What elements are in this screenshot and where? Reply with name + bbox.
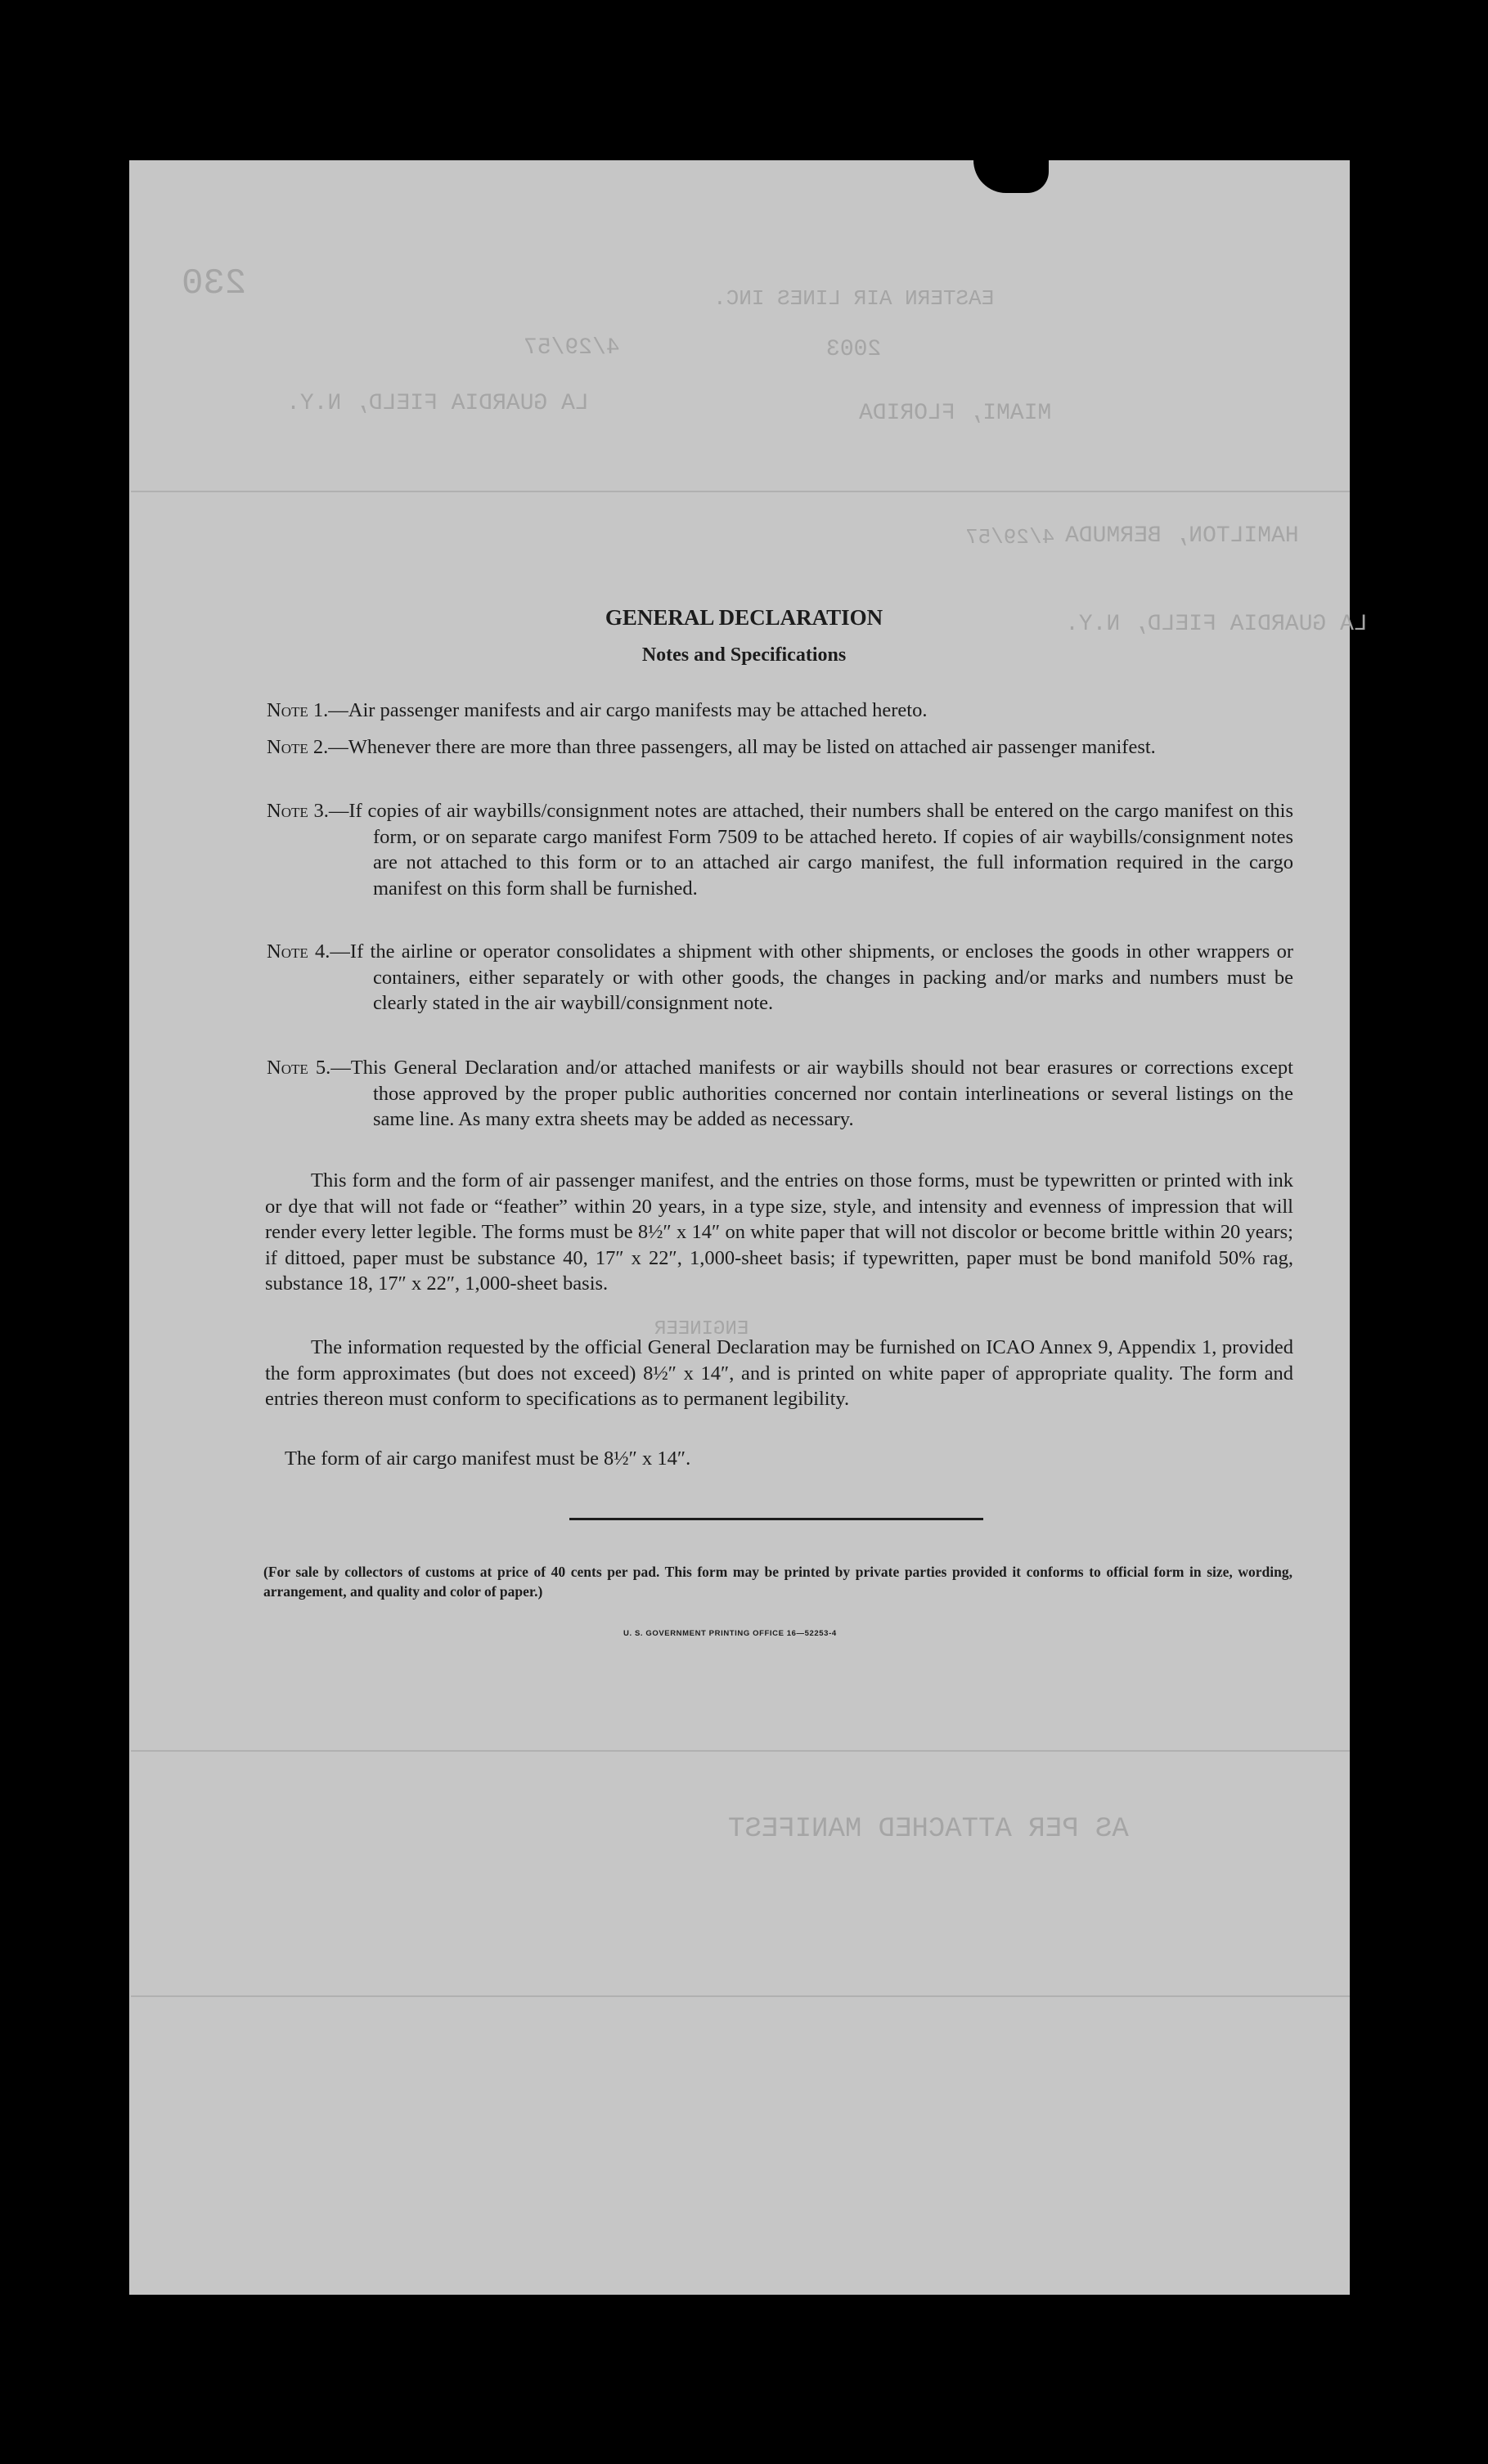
page-subtitle: Notes and Specifications [641,644,847,666]
note-5-label: Note 5. [267,1057,331,1079]
ghost-manifest: AS PER ATTACHED MANIFEST [728,1814,1129,1845]
note-3-text: —If copies of air waybills/consignment notes are attached, their numbers shall be entered on the cargo manifest on this form, or on separate cargo manifest Form 7509 to be attached hereto. If copies of air waybills/consignment notes are not attached to this form or to an attached air cargo manifest, the full information required in the cargo manifest on this form shall be furnished. [328,800,1293,900]
note-5-text: —This General Declaration and/or attached manifests or air waybills should not bear erasures or corrections except those approved by the proper public authorities concerned nor contain interlineations or several listings on the same line. As many extra sheets may be added as necessary. [330,1057,1293,1130]
note-2-label: Note 2. [267,736,329,758]
paragraph-icao-annex: The information requested by the official General Declaration may be furnished on ICAO Annex 9, Appendix 1, provided the form approximates (but does not exceed) 8½″ x 14″, and is printed on white paper of appropriate quality. The form and entries thereon must conform to specifications as to permanent legibility. [265,1336,1293,1410]
note-4-label: Note 4. [267,940,330,963]
ghost-crew-label: ENGINEER [654,1318,749,1340]
note-3-label: Note 3. [267,800,329,822]
paragraph-cargo-manifest-size: The form of air cargo manifest must be 8½″ x 14″. [285,1447,691,1470]
note-4-text: —If the airline or operator consolidates a shipment with other shipments, or encloses the goods in other wrappers or containers, either separately or with other goods, the changes in packing and/or marks and numbers must be clearly stated in the air waybill/consignment note. [330,940,1293,1014]
note-1-label: Note 1. [267,699,329,721]
ghost-date-2: 4/29/57 [965,525,1055,550]
ghost-date-1: 4/29/57 [524,335,620,361]
ghost-flight: 2003 [826,337,882,362]
ghost-route-1: HAMILTON, BERMUDA [1065,523,1299,549]
ghost-rule [131,1750,1350,1752]
ghost-arrival: LA GUARDIA FIELD, N.Y. [286,391,589,416]
note-2-text: —Whenever there are more than three passengers, all may be listed on attached air passenger manifest. [328,736,1156,758]
ghost-airline: EASTERN AIR LINES INC. [713,286,995,311]
ghost-departure: MIAMI, FLORIDA [859,401,1052,426]
note-1-text: —Air passenger manifests and air cargo manifests may be attached hereto. [328,699,928,721]
divider-rule [569,1518,983,1520]
footer-sale-note: (For sale by collectors of customs at price of 40 cents per pad. This form may be printed by private parties provided it conforms to official form in size, wording, arrangement, and quality and color of paper.) [263,1564,1292,1600]
ghost-page-number: 230 [182,263,247,304]
paragraph-form-requirements: This form and the form of air passenger manifest, and the entries on those forms, must be typewritten or printed with ink or dye that will not fade or “feather” within 20 years, in a type size, style, and intensity and evenness of impression that will render every letter legible. The forms must be 8½″ x 14″ on white paper that will not discolor or become brittle within 20 years; if dittoed, paper must be substance 40, 17″ x 22″, 1,000-sheet basis; if typewritten, paper must be bond manifold 50% rag, substance 18, 17″ x 22″, 1,000-sheet basis. [265,1169,1293,1295]
ghost-route-2: LA GUARDIA FIELD, N.Y. [1065,612,1368,637]
page-title: GENERAL DECLARATION [605,605,883,630]
ghost-rule [131,1995,1350,1997]
printer-imprint: U. S. GOVERNMENT PRINTING OFFICE 16—52253-4 [623,1629,837,1638]
ghost-rule [131,491,1350,492]
